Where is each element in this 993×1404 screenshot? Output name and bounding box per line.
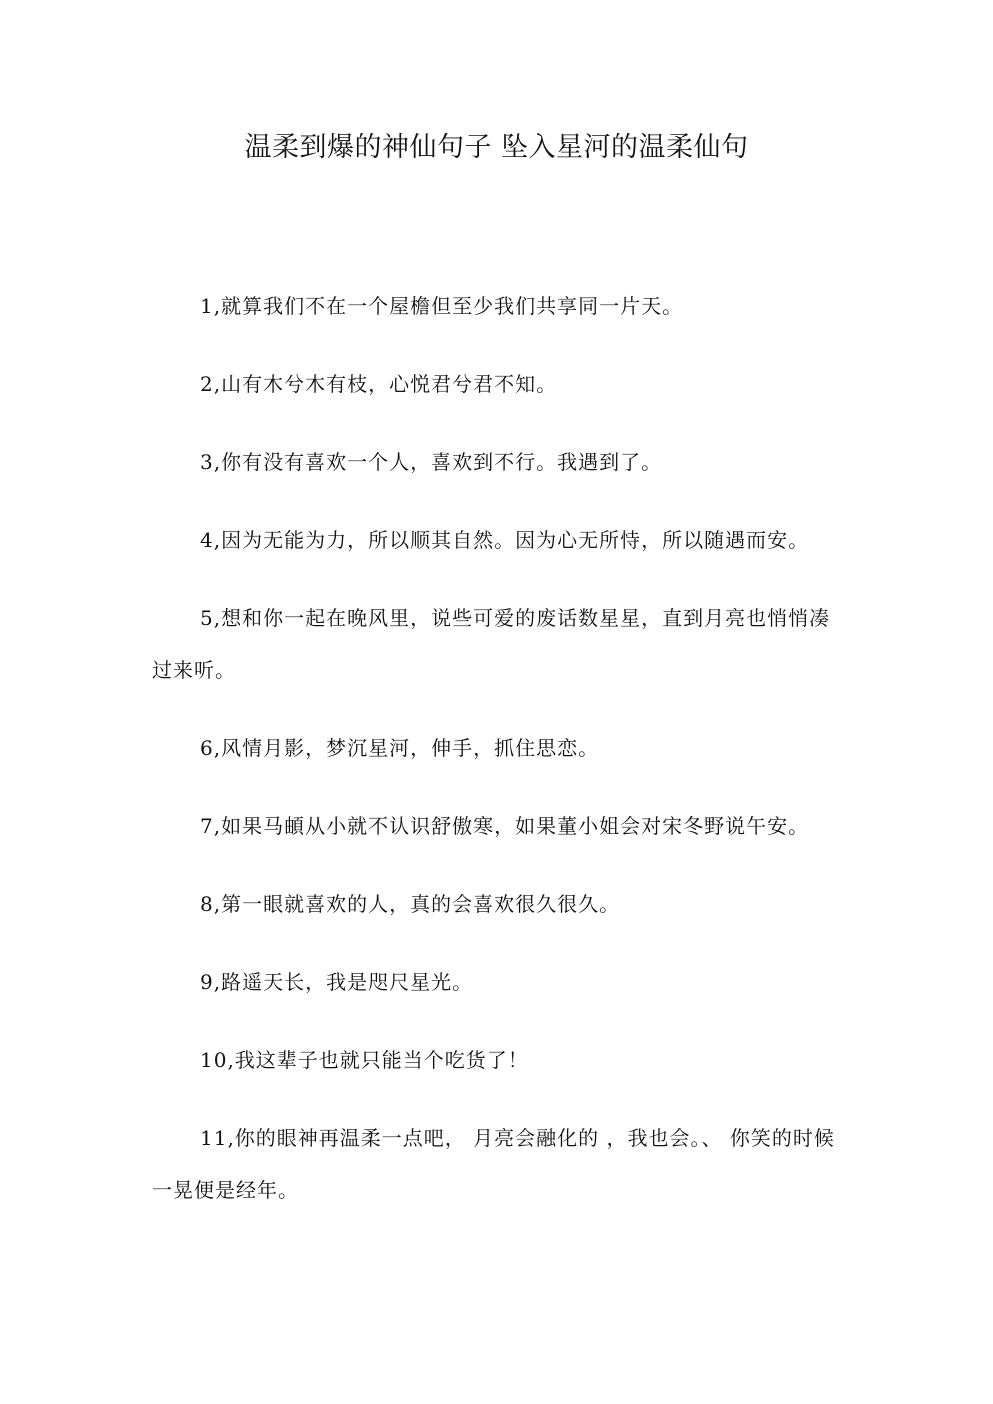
paragraph-9: 9,路遥天长，我是咫尺星光。 bbox=[200, 970, 474, 994]
paragraph-3: 3,你有没有喜欢一个人，喜欢到不行。我遇到了。 bbox=[200, 450, 663, 474]
paragraph-8: 8,第一眼就喜欢的人，真的会喜欢很久很久。 bbox=[200, 892, 621, 916]
paragraph-4: 4,因为无能为力，所以顺其自然。因为心无所恃，所以随遇而安。 bbox=[200, 528, 810, 552]
document-body bbox=[152, 280, 842, 1242]
paragraph-1: 1,就算我们不在一个屋檐但至少我们共享同一片天。 bbox=[200, 294, 684, 318]
paragraph-2: 2,山有木兮木有枝，心悦君兮君不知。 bbox=[200, 372, 558, 396]
paragraph-11: 11,你的眼神再温柔一点吧， 月亮会融化的 ，我也会。、 你笑的时候一晃便是经年。 bbox=[152, 1126, 835, 1202]
paragraph-6: 6,风情月影，梦沉星河，伸手，抓住思恋。 bbox=[200, 736, 600, 760]
paragraph-7: 7,如果马頔从小就不认识舒傲寒，如果董小姐会对宋冬野说午安。 bbox=[200, 814, 810, 838]
paragraph-10: 10,我这辈子也就只能当个吃货了！ bbox=[200, 1048, 529, 1072]
document-title: 温柔到爆的神仙句子 坠入星河的温柔仙句 bbox=[244, 132, 749, 163]
paragraph-5: 5,想和你一起在晚风里，说些可爱的废话数星星，直到月亮也悄悄凑过来听。 bbox=[152, 606, 831, 682]
